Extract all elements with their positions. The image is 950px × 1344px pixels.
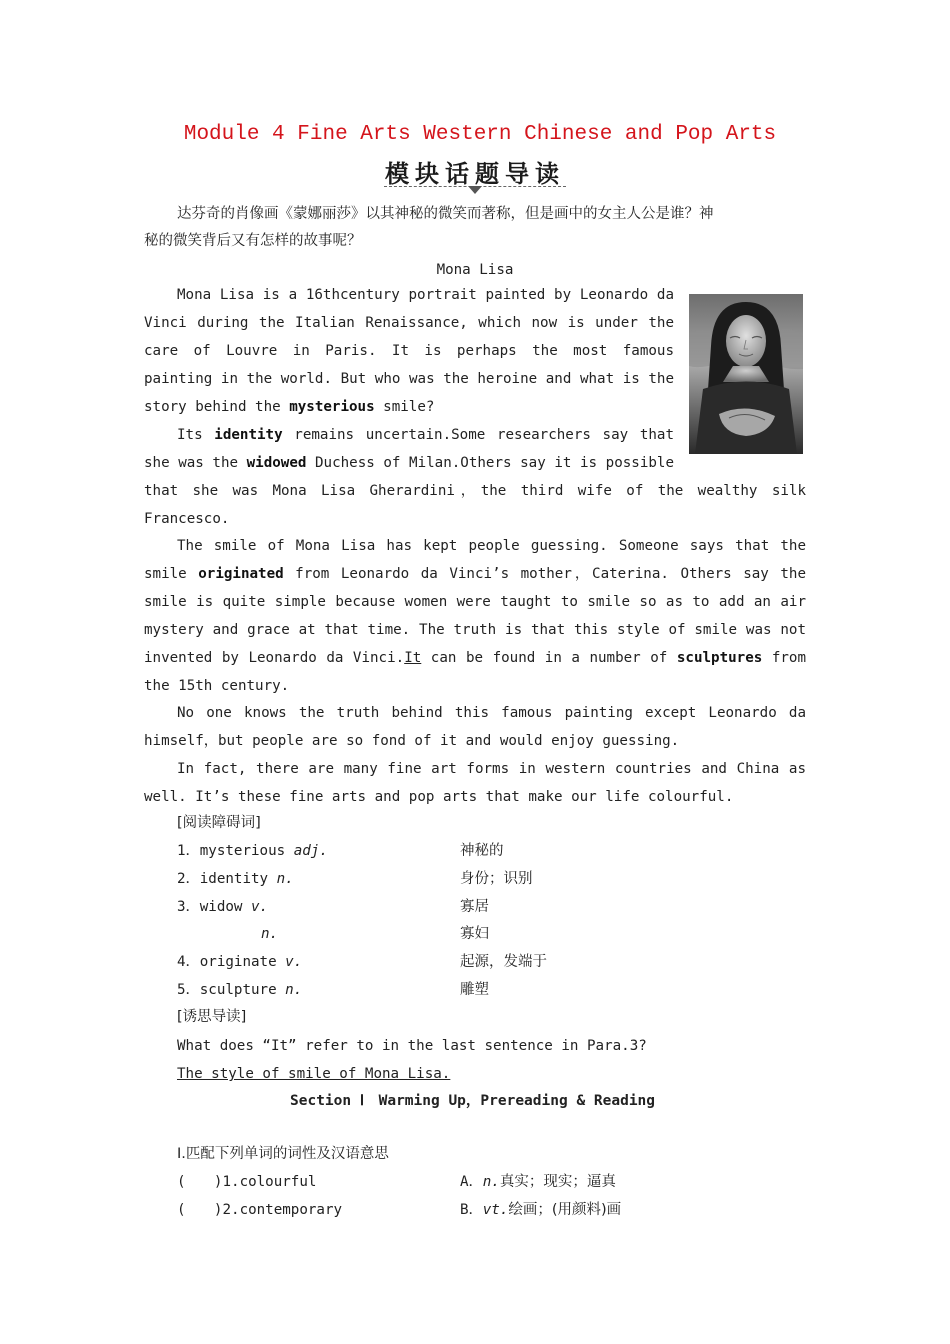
vocab-item-4: 4．originate v. bbox=[177, 954, 303, 970]
vocab-mysterious: mysterious bbox=[289, 399, 375, 415]
p5-line-1: In fact, there are many fine art forms in western countries and China as bbox=[177, 761, 806, 777]
intro-line-1: 达芬奇的肖像画《蒙娜丽莎》以其神秘的微笑而著称，但是画中的女主人公是谁？神 bbox=[177, 206, 714, 222]
p2-line-4: Francesco. bbox=[144, 511, 230, 527]
p3-line-1: The smile of Mona Lisa has kept people guessing. Someone says that the bbox=[177, 538, 806, 554]
p5-line-2: well. It’s these fine arts and pop arts that make our life colourful. bbox=[144, 789, 734, 805]
vocab-item-2: 2．identity n. bbox=[177, 871, 294, 887]
p1-line-4: painting in the world. But who was the heroine and what is the bbox=[144, 371, 674, 387]
mona-lisa-portrait bbox=[689, 294, 803, 454]
underlined-it: It bbox=[404, 650, 422, 666]
vocab-meaning-1: 神秘的 bbox=[460, 843, 504, 859]
p2-line-2: she was the widowed Duchess of Milan.Others say it is possible bbox=[144, 455, 674, 471]
topic-banner bbox=[382, 154, 568, 188]
p3-line-2: smile originated from Leonardo da Vinci’s mother，Caterina. Others say the bbox=[144, 566, 806, 582]
answer-blank[interactable]: ( ) bbox=[177, 1202, 223, 1218]
vocab-meaning-2: 身份；识别 bbox=[460, 871, 533, 887]
guide-answer: The style of smile of Mona Lisa. bbox=[177, 1066, 451, 1082]
p3-line-5: invented by Leonardo da Vinci.It can be found in a number of sculptures from bbox=[144, 650, 806, 666]
answer-blank[interactable]: ( ) bbox=[177, 1174, 223, 1190]
vocab-meaning-5: 雕塑 bbox=[460, 982, 489, 998]
p4-line-2: himself，but people are so fond of it and would enjoy guessing. bbox=[144, 733, 680, 749]
p4-line-1: No one knows the truth behind this famous painting except Leonardo da bbox=[177, 705, 806, 721]
section-title: Section Ⅰ Warming Up，Prereading & Reading bbox=[290, 1093, 656, 1109]
exercise-option-b: B．vt.绘画；(用颜料)画 bbox=[460, 1202, 622, 1218]
exercise-option-a: A．n.真实；现实；逼真 bbox=[460, 1174, 616, 1190]
exercise-item-2: ( )2.contemporary bbox=[177, 1202, 343, 1218]
vocab-item-3b: n. bbox=[261, 926, 279, 942]
portrait-svg bbox=[689, 294, 803, 454]
banner-triangle-icon bbox=[468, 186, 482, 194]
p3-line-6: the 15th century. bbox=[144, 678, 290, 694]
vocab-sculptures: sculptures bbox=[676, 650, 763, 666]
vocab-widowed: widowed bbox=[246, 455, 307, 471]
banner-text: 模块话题导读 bbox=[385, 160, 565, 188]
intro-line-2: 秘的微笑背后又有怎样的故事呢？ bbox=[144, 233, 362, 249]
module-title: Module 4 Fine Arts Western Chinese and Pop Arts bbox=[183, 123, 777, 146]
p3-line-3: smile is quite simple because women were taught to smile so as to add an air bbox=[144, 594, 806, 610]
exercise-item-1: ( )1.colourful bbox=[177, 1174, 317, 1190]
vocab-identity: identity bbox=[214, 427, 283, 443]
p3-line-4: mystery and grace at that time. The truth is that this style of smile was not bbox=[144, 622, 806, 638]
guide-question: What does “It” refer to in the last sentence in Para.3? bbox=[177, 1038, 647, 1054]
exercise-heading: Ⅰ.匹配下列单词的词性及汉语意思 bbox=[177, 1146, 389, 1162]
vocab-item-3: 3．widow v. bbox=[177, 899, 269, 915]
vocab-item-5: 5．sculpture n. bbox=[177, 982, 303, 998]
vocab-heading: [阅读障碍词] bbox=[177, 815, 261, 831]
vocab-originated: originated bbox=[198, 566, 284, 582]
vocab-item-1: 1．mysterious adj. bbox=[177, 843, 328, 859]
p1-line-2: Vinci during the Italian Renaissance, which now is under the bbox=[144, 315, 674, 331]
guide-heading: [诱思导读] bbox=[177, 1009, 247, 1025]
p2-line-1: Its identity remains uncertain.Some researchers say that bbox=[177, 427, 674, 443]
vocab-meaning-3: 寡居 bbox=[460, 899, 489, 915]
vocab-meaning-4: 起源，发端于 bbox=[460, 954, 547, 970]
p1-line-3: care of Louvre in Paris. It is perhaps the most famous bbox=[144, 343, 674, 359]
p1-line-5: story behind the mysterious smile? bbox=[144, 399, 435, 415]
article-title: Mona Lisa bbox=[436, 262, 514, 278]
p1-line-1: Mona Lisa is a 16thcentury portrait painted by Leonardo da bbox=[177, 287, 674, 303]
vocab-meaning-3b: 寡妇 bbox=[460, 926, 489, 942]
p2-line-3: that she was Mona Lisa Gherardini，the third wife of the wealthy silk bbox=[144, 483, 806, 499]
